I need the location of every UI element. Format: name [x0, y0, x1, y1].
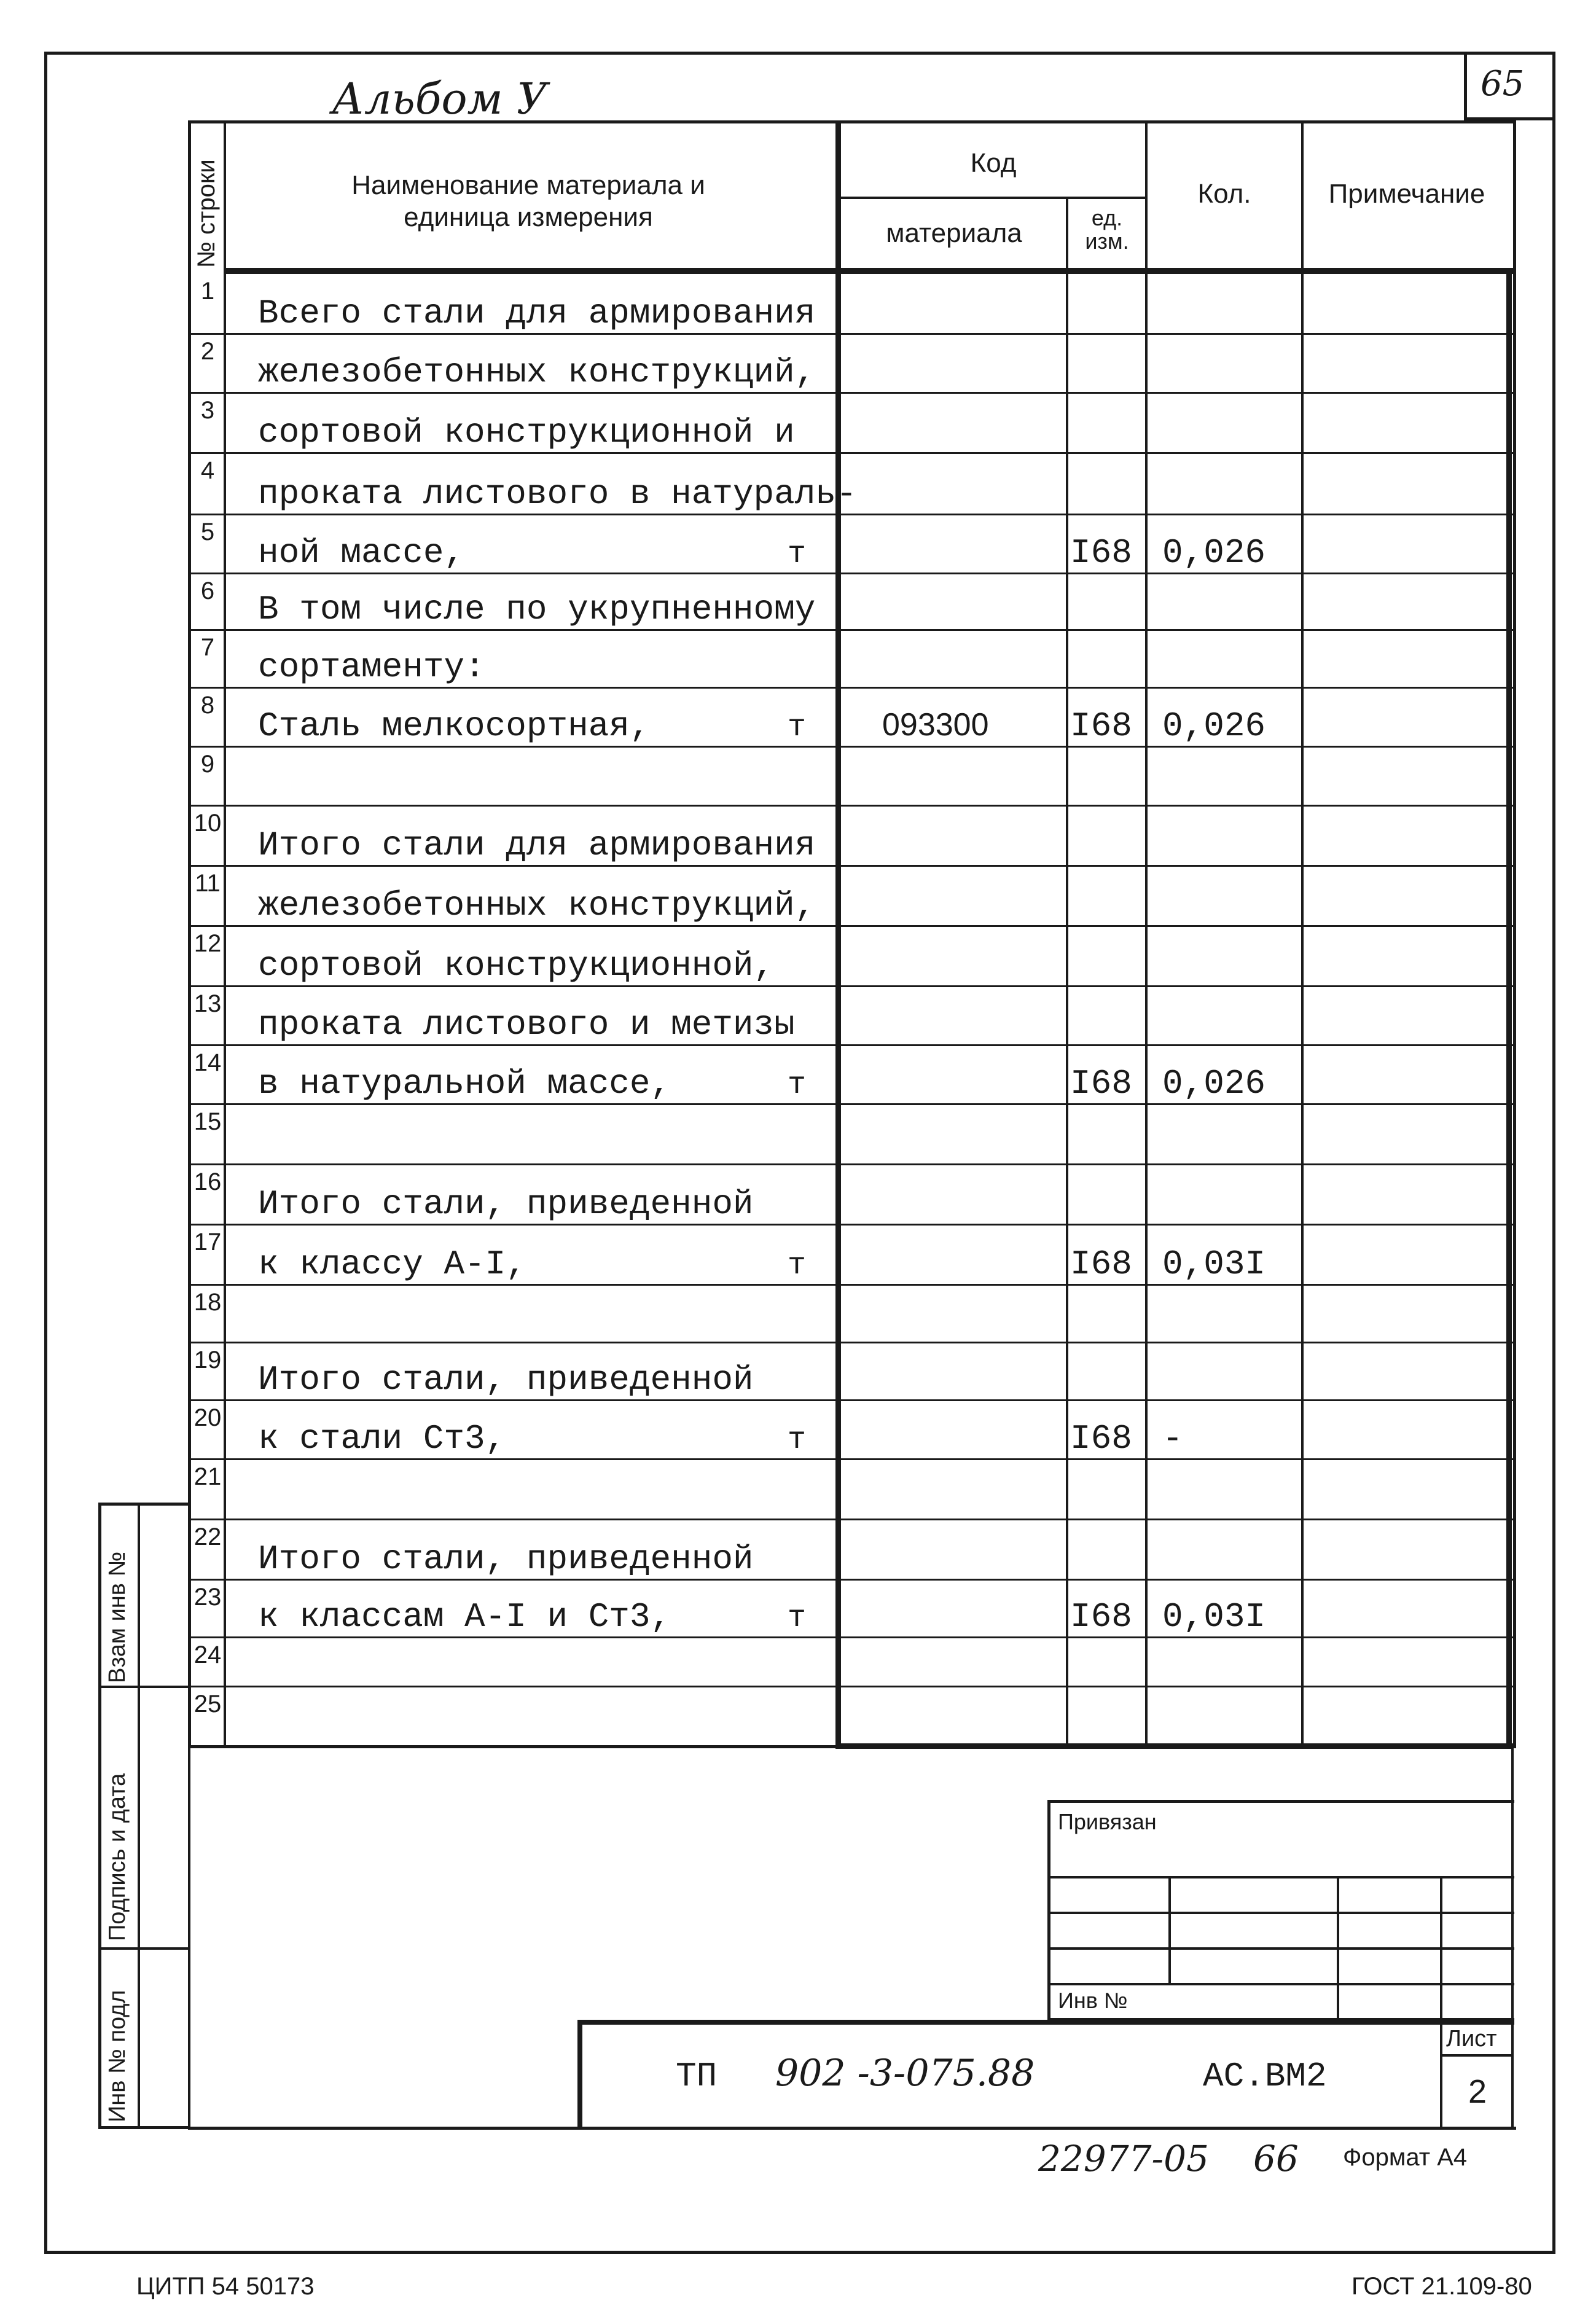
- row-text: железобетонных конструкций,: [258, 886, 816, 925]
- row-number: 4: [200, 457, 215, 484]
- row-text: проката листового и метизы: [258, 1005, 795, 1044]
- row-text: железобетонных конструкций,: [258, 353, 816, 392]
- row-number: 17: [194, 1229, 222, 1256]
- row-number: 3: [200, 397, 215, 424]
- privyazan-label: Привязан: [1058, 1809, 1157, 1834]
- row-line: [188, 514, 1514, 515]
- row-number: 6: [200, 577, 215, 604]
- row-line: [188, 573, 1514, 574]
- row-number: 11: [195, 870, 221, 897]
- row-text: Всего стали для армирования: [258, 294, 816, 333]
- header-unit: ед. изм.: [1085, 205, 1129, 254]
- row-line: [188, 1579, 1514, 1581]
- album-label: Альбом У: [332, 74, 548, 124]
- row-number: 7: [200, 634, 215, 661]
- bottom-handwritten-num: 66: [1253, 2138, 1299, 2179]
- col-line-qty: [1145, 120, 1148, 1748]
- row-line: [188, 1342, 1514, 1343]
- row-line: [188, 1044, 1514, 1046]
- col-line-right-bold: [1506, 270, 1512, 1748]
- row-code-unit: I68: [1070, 1064, 1132, 1103]
- row-text: сортовой конструкционной,: [258, 946, 775, 985]
- row-number: 19: [194, 1347, 222, 1374]
- row-number: 10: [194, 810, 222, 837]
- privyazan-col-2: [1337, 1876, 1339, 2021]
- header-code-split: [835, 197, 1148, 199]
- row-text: ной массе,: [258, 533, 465, 573]
- footer-right: ГОСТ 21.109-80: [1352, 2273, 1532, 2300]
- row-line: [188, 1519, 1514, 1520]
- stamp-left-line: [188, 1748, 190, 2129]
- row-line: [188, 1163, 1514, 1165]
- row-text: Итого стали для армирования: [258, 826, 816, 865]
- title-project: 902 -3-075.88: [775, 2052, 1035, 2095]
- row-line: [188, 1399, 1514, 1401]
- header-bottom: [224, 268, 1514, 274]
- row-text: к классу А-I,: [258, 1245, 526, 1284]
- row-number: 1: [200, 278, 215, 305]
- row-number: 24: [194, 1641, 222, 1668]
- row-number: 12: [194, 930, 222, 957]
- row-qty: 0,026: [1162, 1064, 1266, 1103]
- row-line: [188, 1103, 1514, 1105]
- row-qty: 0,026: [1162, 533, 1266, 573]
- row-number: 18: [194, 1289, 222, 1316]
- side-label-inv-podl: Инв № подл: [104, 1990, 130, 2122]
- row-text: Итого стали, приведенной: [258, 1539, 754, 1579]
- row-line: [188, 1284, 1514, 1286]
- row-line: [188, 865, 1514, 867]
- row-line: [188, 746, 1514, 748]
- bottom-handwritten-code: 22977-05: [1038, 2138, 1209, 2179]
- row-text: к стали Ст3,: [258, 1419, 506, 1458]
- row-text: Итого стали, приведенной: [258, 1184, 754, 1224]
- row-number: 23: [194, 1584, 222, 1611]
- row-qty: 0,03I: [1162, 1245, 1266, 1284]
- row-unit: т: [788, 1423, 807, 1458]
- row-qty: 0,026: [1162, 706, 1266, 746]
- privyazan-line-4: [1047, 1983, 1514, 1985]
- row-text: Итого стали, приведенной: [258, 1360, 754, 1399]
- sheet-label: Лист: [1446, 2026, 1497, 2052]
- privyazan-col-3: [1440, 1876, 1442, 2021]
- corner-number: 65: [1481, 64, 1525, 104]
- footer-left: ЦИТП 54 50173: [136, 2273, 315, 2300]
- row-line: [188, 452, 1514, 454]
- sheet-number: 2: [1468, 2073, 1487, 2110]
- row-code-unit: I68: [1070, 1597, 1132, 1636]
- row-number: 14: [194, 1049, 222, 1076]
- row-number: 2: [200, 338, 215, 365]
- row-code-unit: I68: [1070, 706, 1132, 746]
- row-text: к классам А-I и Ст3,: [258, 1597, 671, 1636]
- row-number: 16: [194, 1168, 222, 1195]
- header-qty: Кол.: [1197, 179, 1251, 209]
- row-text: В том числе по укрупненному: [258, 590, 816, 629]
- row-line: [188, 925, 1514, 927]
- row-number: 15: [194, 1108, 222, 1135]
- title-tp: ТП: [676, 2057, 718, 2096]
- row-qty: -: [1162, 1419, 1183, 1458]
- col-line-note: [1301, 120, 1304, 1748]
- row-unit: т: [788, 1068, 807, 1103]
- row-number: 13: [194, 990, 222, 1017]
- row-text: Сталь мелкосортная,: [258, 706, 651, 746]
- row-unit: т: [788, 710, 807, 745]
- row-unit: т: [788, 1601, 807, 1636]
- row-text: в натуральной массе,: [258, 1064, 671, 1103]
- privyazan-line-2: [1047, 1912, 1514, 1914]
- title-block: [577, 2020, 1514, 2129]
- privyazan-col-1: [1168, 1876, 1171, 1984]
- row-line: [188, 1636, 1514, 1638]
- row-code-unit: I68: [1070, 1245, 1132, 1284]
- privyazan-line-1: [1047, 1876, 1514, 1878]
- side-stamp-line-1: [98, 1686, 188, 1688]
- row-line: [188, 805, 1514, 807]
- header-name: Наименование материала и единица измерения: [351, 170, 705, 232]
- row-number: 8: [200, 692, 215, 719]
- side-stamp-line-2: [98, 1947, 188, 1950]
- header-material: материала: [886, 218, 1022, 248]
- row-line: [188, 392, 1514, 394]
- row-line: [188, 1224, 1514, 1226]
- row-text: сортаменту:: [258, 647, 485, 687]
- row-unit: т: [788, 1248, 807, 1283]
- row-line: [188, 629, 1514, 631]
- side-stamp-divider: [138, 1503, 140, 2129]
- header-note: Примечание: [1328, 179, 1485, 209]
- col-line-rownum: [224, 120, 226, 1748]
- row-code-unit: I68: [1070, 533, 1132, 573]
- title-doc-code: АС.ВМ2: [1203, 2057, 1327, 2096]
- row-line: [188, 1458, 1514, 1460]
- row-number: 9: [200, 751, 215, 778]
- row-number: 22: [194, 1523, 222, 1550]
- row-line: [188, 687, 1514, 689]
- col-line-unit: [1066, 197, 1068, 1748]
- side-label-podpis: Подпись и дата: [104, 1773, 130, 1941]
- table-bottom-bold: [835, 1743, 1514, 1749]
- format-label: Формат А4: [1343, 2144, 1468, 2171]
- sheet-box-divider: [1440, 2021, 1442, 2129]
- row-qty: 0,03I: [1162, 1597, 1266, 1636]
- row-unit: т: [788, 537, 807, 572]
- side-label-vzam: Взам инв №: [104, 1551, 130, 1683]
- privyazan-line-3: [1047, 1947, 1514, 1950]
- row-number: 5: [200, 518, 215, 545]
- row-number: 21: [194, 1463, 222, 1490]
- row-number: 20: [194, 1404, 222, 1431]
- row-text: сортовой конструкционной и: [258, 413, 795, 452]
- inv-no-label: Инв №: [1058, 1988, 1128, 2013]
- row-line: [188, 985, 1514, 987]
- header-code: Код: [970, 148, 1017, 178]
- header-row-no: № строки: [193, 159, 220, 268]
- row-code-unit: I68: [1070, 1419, 1132, 1458]
- row-number: 25: [194, 1691, 222, 1718]
- row-line: [188, 1686, 1514, 1687]
- sheet-box-line: [1440, 2054, 1514, 2057]
- row-code: 093300: [882, 707, 989, 743]
- row-text: проката листового в натураль-: [258, 474, 857, 514]
- row-line: [188, 333, 1514, 335]
- col-line-material: [835, 120, 841, 1748]
